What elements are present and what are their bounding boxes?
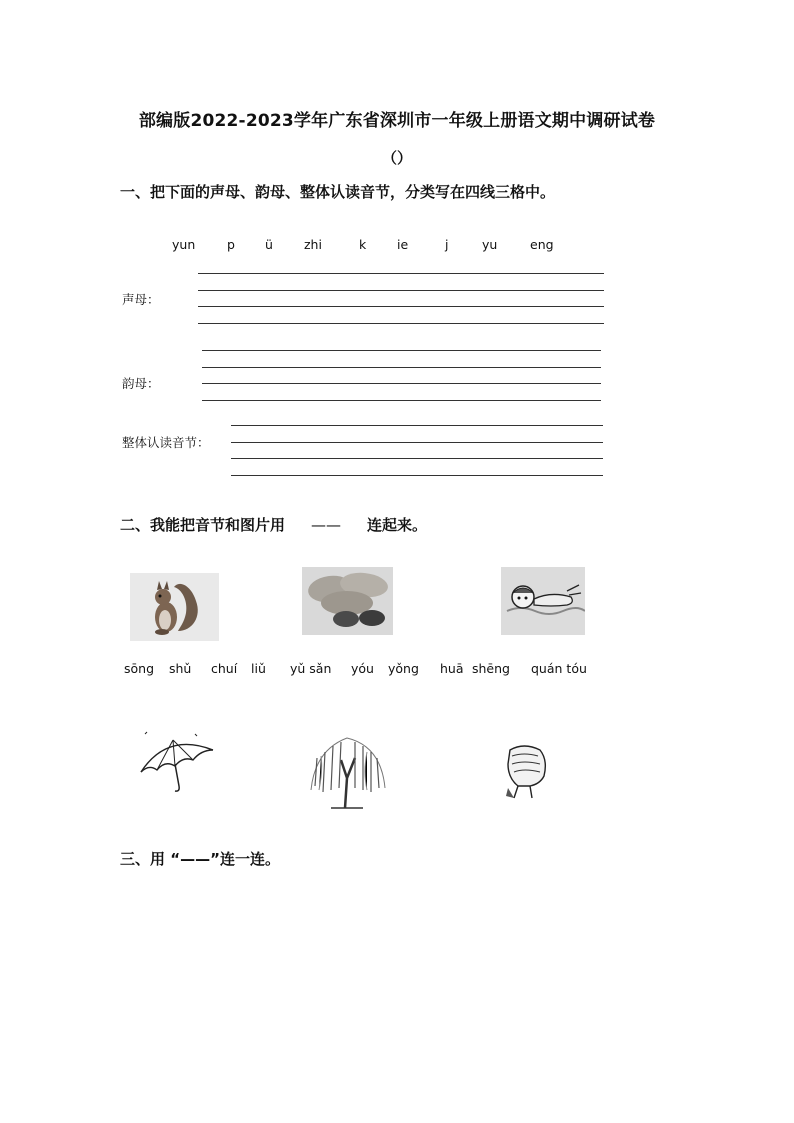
connector-dash: —— bbox=[311, 516, 342, 534]
pinyin-item: j bbox=[445, 237, 449, 252]
swimming-boy-image[interactable] bbox=[501, 567, 585, 635]
squirrel-image[interactable] bbox=[130, 573, 219, 641]
peanut-image[interactable] bbox=[302, 567, 393, 635]
umbrella-image[interactable] bbox=[137, 730, 217, 795]
pinyin-item: zhi bbox=[304, 237, 322, 252]
pinyin-item: yu bbox=[482, 237, 498, 252]
syllable-song[interactable]: sōng bbox=[124, 661, 155, 676]
pinyin-item: yun bbox=[172, 237, 196, 252]
syllable-hua[interactable]: huā bbox=[440, 661, 464, 676]
section-2-heading-text-end: 连起来。 bbox=[367, 516, 428, 534]
pinyin-item: eng bbox=[530, 237, 554, 252]
willow-tree-image[interactable] bbox=[301, 730, 393, 810]
syllable-yusan[interactable]: yǔ sǎn bbox=[290, 661, 332, 676]
pinyin-item: p bbox=[227, 237, 235, 252]
pinyin-item: ie bbox=[397, 237, 409, 252]
writing-grid-zhengti[interactable] bbox=[231, 425, 603, 476]
pinyin-item: k bbox=[359, 237, 367, 252]
syllable-yong[interactable]: yǒng bbox=[388, 661, 419, 676]
pinyin-item: ü bbox=[265, 237, 273, 252]
section-1-heading: 一、把下面的声母、韵母、整体认读音节，分类写在四线三格中。 bbox=[120, 183, 556, 201]
writing-grid-shengmu[interactable] bbox=[198, 273, 604, 324]
writing-grid-yunmu[interactable] bbox=[202, 350, 601, 401]
syllable-liu[interactable]: liǔ bbox=[251, 661, 266, 676]
section-2-heading bbox=[120, 514, 427, 535]
section-3-heading: 三、用 “——”连一连。 bbox=[120, 850, 280, 868]
syllable-quantou[interactable]: quán tóu bbox=[531, 661, 587, 676]
syllable-shu[interactable]: shǔ bbox=[169, 661, 192, 676]
document-title: 部编版2022-2023学年广东省深圳市一年级上册语文期中调研试卷 bbox=[138, 111, 656, 131]
label-yunmu: 韵母： bbox=[122, 376, 160, 391]
fist-image[interactable] bbox=[500, 738, 550, 800]
document-subtitle: （） bbox=[381, 149, 412, 167]
syllable-sheng[interactable]: shēng bbox=[472, 661, 510, 676]
syllable-you[interactable]: yóu bbox=[351, 661, 374, 676]
section-2-heading-text: 二、我能把音节和图片用 bbox=[120, 516, 286, 534]
label-zhengti: 整体认读音节： bbox=[122, 435, 210, 450]
label-shengmu: 声母： bbox=[122, 292, 160, 307]
syllable-chui[interactable]: chuí bbox=[211, 661, 238, 676]
